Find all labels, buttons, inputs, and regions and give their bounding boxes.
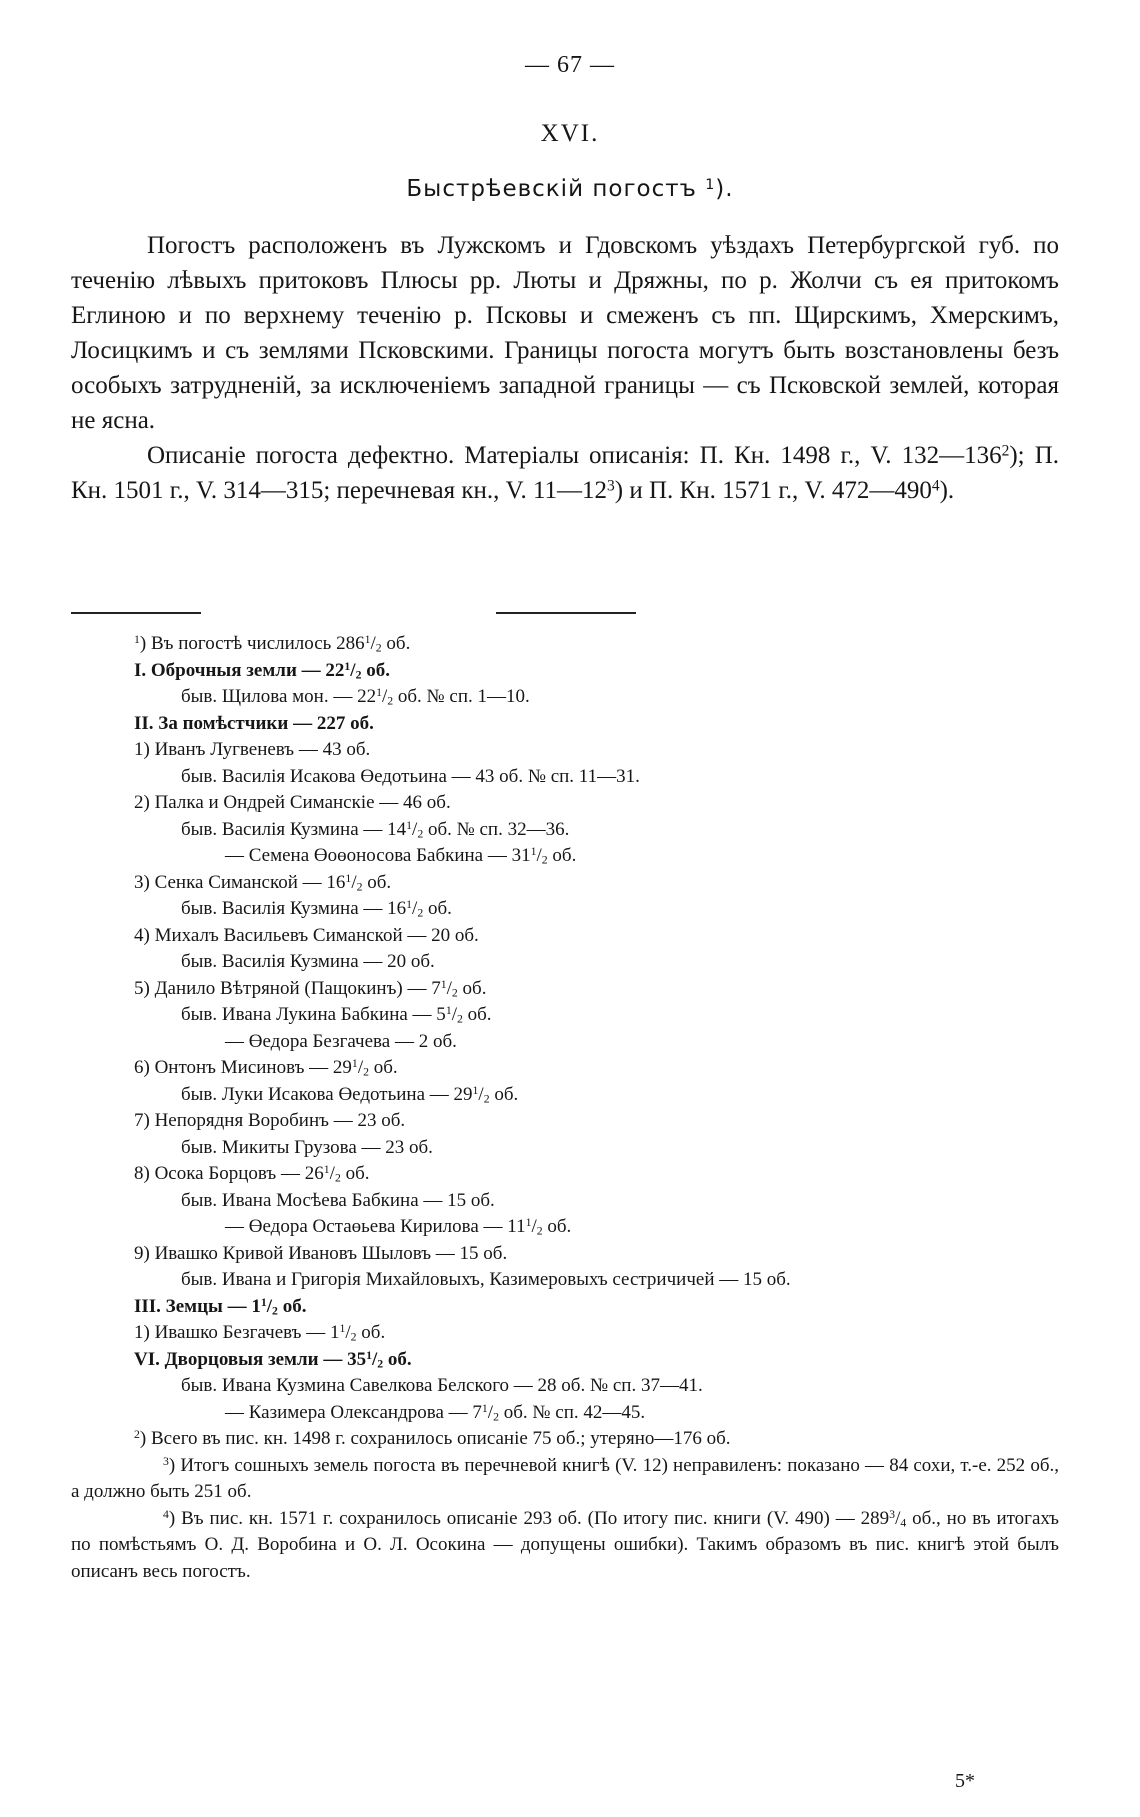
list-item: быв. Василія Кузмина — 20 об. — [181, 951, 435, 972]
footnote-2: $^2$) Всего въ пис. кн. 1498 г. сохранилось описаніе 75 об.; утеряно—176 об. — [134, 1428, 731, 1449]
section-heading: III. Земцы — $1^1/_2$ об. — [134, 1295, 307, 1317]
footnote-ref: 1 — [705, 176, 716, 193]
list-item: 4) Михалъ Васильевъ Симанской — 20 об. — [134, 924, 479, 946]
main-text — [71, 228, 1059, 508]
list-item: 1) Ивашко Безгачевъ — $1^1/_2$ об. — [134, 1322, 386, 1344]
list-item: быв. Ивана Лукина Бабкина — $5^1/_2$ об. — [181, 1004, 492, 1026]
page-number: — 67 — — [525, 52, 615, 78]
list-item: быв. Василія Исакова Өедотьина — 43 об. № сп. 11—31. — [181, 765, 640, 787]
list-item: — Өедора Безгачева — 2 об. — [225, 1030, 457, 1052]
list-item: быв. Василія Кузмина — $16^1/_2$ об. — [181, 898, 452, 920]
footnote-4: $^4$) Въ пис. кн. 1571 г. сохранилось описаніе 293 об. (По итогу пис. книги (V. 490) — $289^3/_4$ об., но въ итогахъ по помѣстьямъ О. Д. Воробина и О. Л. Осокина — допущены ошибки). Такимъ образомъ въ пис. книгѣ этой былъ описанъ весь погостъ. — [71, 1507, 1059, 1582]
section-divider — [496, 612, 636, 614]
list-item: быв. Ивана и Григорія Михайловыхъ, Казимеровыхъ сестричичей — 15 об. — [181, 1269, 791, 1290]
list-item: быв. Ивана Кузмина Савелкова Белского — 28 об. № сп. 37—41. — [181, 1375, 703, 1396]
page-title: Быстрѣевскій погостъ $^1$). — [406, 176, 734, 202]
list-item: — Казимера Олександрова — $7^1/_2$ об. № сп. 42—45. — [225, 1401, 646, 1423]
section-number: XVI. — [540, 120, 600, 147]
list-item: 1) Иванъ Лугвеневъ — 43 об. — [134, 739, 371, 760]
section-heading: I. Оброчныя земли — $22^1/_2$ об. — [134, 659, 390, 681]
list-item: 5) Данило Вѣтряной (Пащокинъ) — $7^1/_2$ об. — [134, 977, 487, 999]
list-item: быв. Щилова мон. — $22^1/_2$ об. № сп. 1—10. — [181, 686, 530, 708]
list-item: — Семена Өоөоносова Бабкина — $31^1/_2$ об. — [225, 845, 577, 867]
paragraph: Погостъ расположенъ въ Лужскомъ и Гдовскомъ уѣздахъ Петербургской губ. по теченію лѣвыхъ притоковъ Плюсы рр. Люты и Дряжны, по р. Жолчи съ ея притокомъ Еглиною и по верхнему теченію р. Псковы и смеженъ съ пп. Щирскимъ, Хмерскимъ, Лосицкимъ и съ землями Псковскими. Границы погоста могутъ быть возстановлены безъ особыхъ затрудненій, за исключеніемъ западной границы — съ Псковской землей, которая не ясна. — [71, 232, 1059, 434]
list-item: быв. Василія Кузмина — $14^1/_2$ об. № сп. 32—36. — [181, 818, 570, 840]
list-item: 2) Палка и Ондрей Симанскіе — 46 об. — [134, 792, 451, 813]
footnote-3: $^3$) Итогъ сошныхъ земель погоста въ перечневой книгѣ (V. 12) неправиленъ: показано — 84 сохи, т.-е. 252 об., а должно быть 251 об. — [71, 1454, 1059, 1502]
list-item: 3) Сенка Симанской — $16^1/_2$ об. — [134, 871, 392, 893]
footnotes — [71, 631, 1059, 1585]
section-heading: VI. Дворцовыя земли — $35^1/_2$ об. — [134, 1348, 412, 1370]
list-item: 9) Ивашко Кривой Ивановъ Шыловъ — 15 об. — [134, 1242, 508, 1264]
list-item: 8) Осока Борцовъ — $26^1/_2$ об. — [134, 1163, 370, 1185]
paragraph: Описаніе погоста дефектно. Матеріалы описанія: П. Кн. 1498 г., V. $132—136^2$); П. Кн. 1501 г., V. 314—315; перечневая кн., V. $11—12^3$) и П. Кн. 1571 г., V. $472—490^4$). — [71, 442, 1059, 504]
list-item: быв. Микиты Грузова — 23 об. — [181, 1136, 433, 1158]
list-item: 7) Непорядня Воробинъ — 23 об. — [134, 1110, 406, 1131]
list-item: быв. Ивана Мосѣева Бабкина — 15 об. — [181, 1189, 495, 1211]
section-heading: II. За помѣстчики — 227 об. — [134, 712, 374, 734]
list-item: 6) Онтонъ Мисиновъ — $29^1/_2$ об. — [134, 1057, 398, 1079]
footnote-divider — [71, 612, 201, 614]
signature-mark: 5* — [955, 1770, 975, 1792]
list-item: — Өедора Остаөьева Кирилова — $11^1/_2$ об. — [225, 1216, 572, 1238]
list-item: быв. Луки Исакова Өедотьина — $29^1/_2$ об. — [181, 1083, 519, 1105]
footnote-1: $^1$) Въ погостѣ числилось $286^1/_2$ об. — [134, 633, 411, 655]
